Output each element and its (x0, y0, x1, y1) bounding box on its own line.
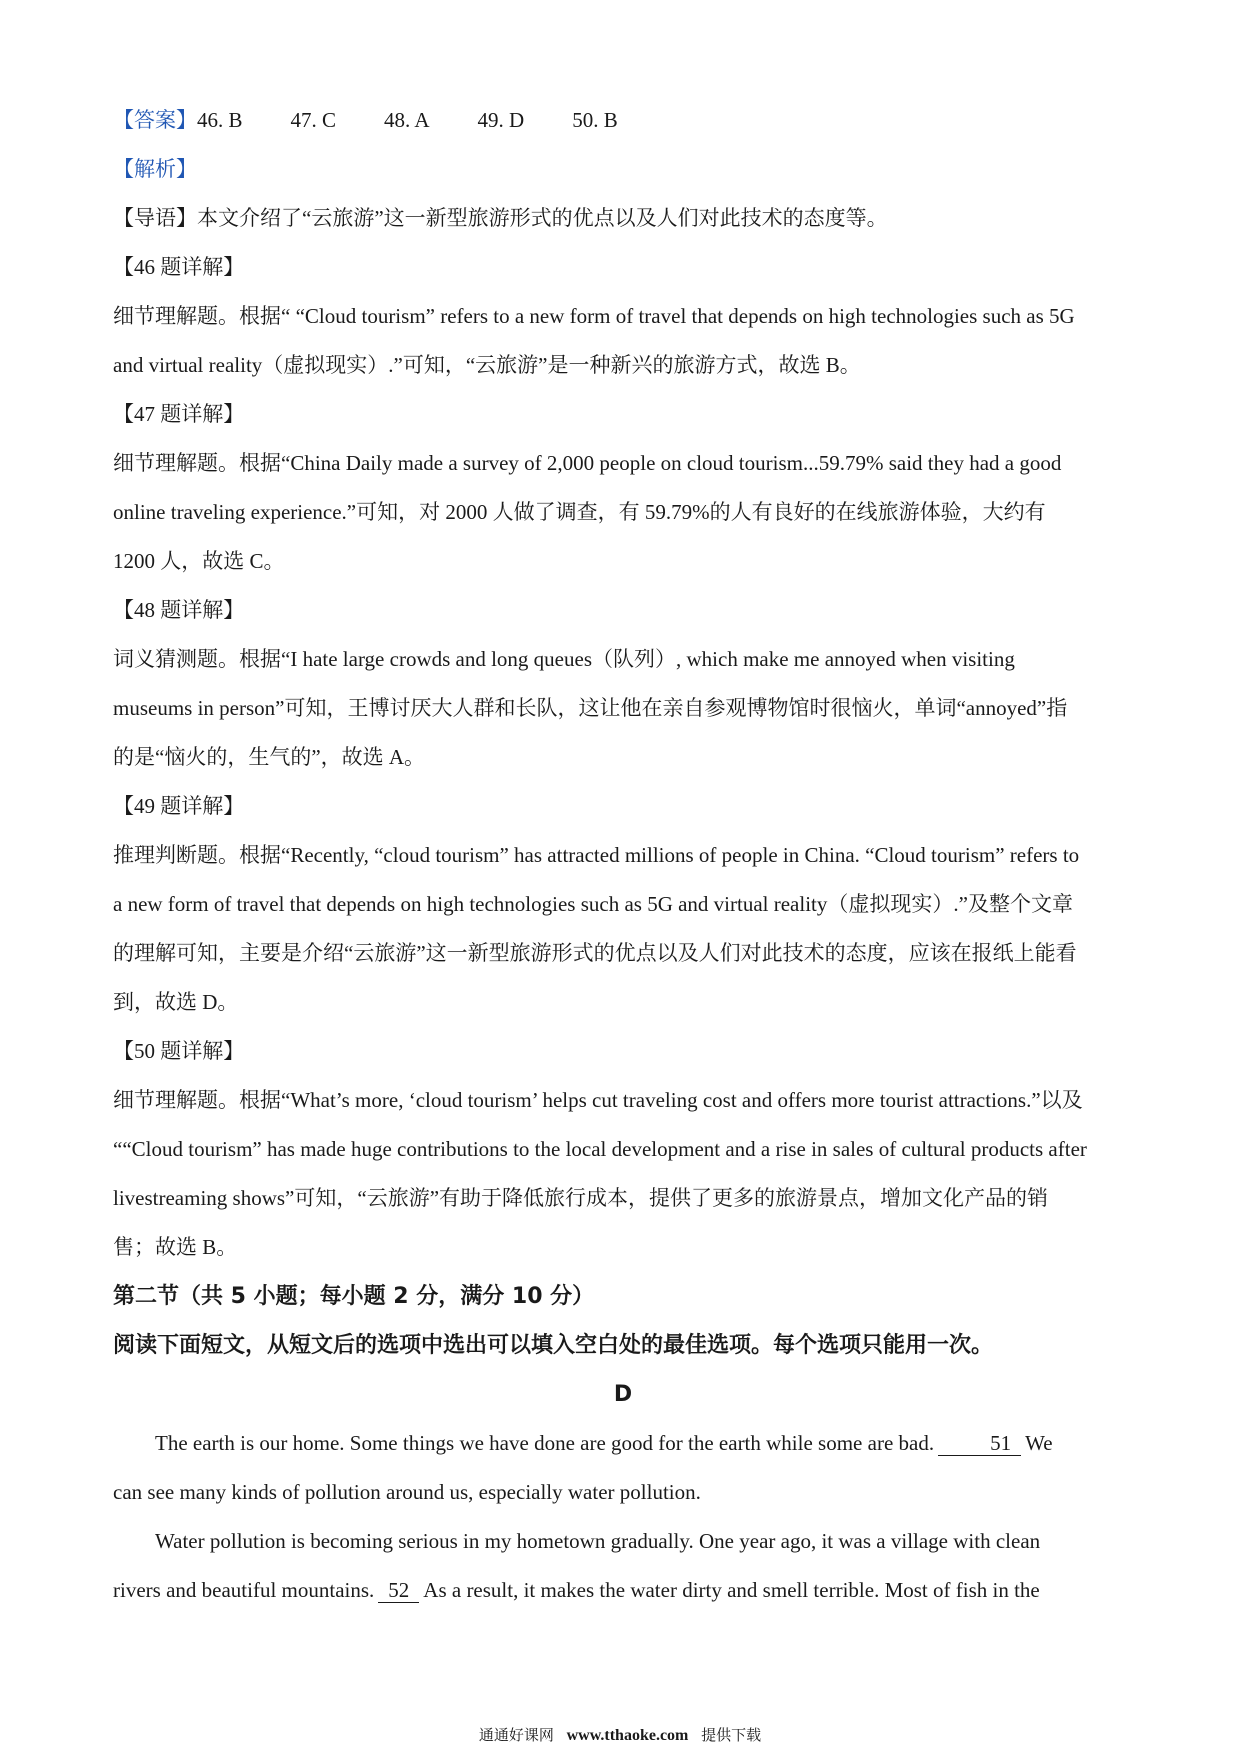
footer-suffix: 提供下载 (701, 1726, 762, 1744)
passage-text: We (1025, 1431, 1053, 1455)
q47-line: online traveling experience.”可知，对 2000 人做了调查，有 59.79%的人有良好的在线旅游体验，大约有 (113, 500, 1046, 524)
q50-line: ““Cloud tourism” has made huge contributions to the local development and a rise in sales of cultural products after (113, 1137, 1087, 1161)
passage-text: rivers and beautiful mountains. (113, 1578, 375, 1602)
footer-url[interactable]: www.tthaoke.com (566, 1727, 689, 1744)
footer-site-name: 通通好课网 (478, 1726, 554, 1744)
answer-item: 49. D (477, 108, 525, 132)
blank-51: 51 (938, 1431, 1021, 1456)
passage-text: can see many kinds of pollution around us, especially water pollution. (113, 1480, 701, 1504)
q48-line: 词义猜测题。根据“I hate large crowds and long queues（队列）, which make me annoyed when visiting (113, 647, 1015, 671)
section-heading: 第二节（共 5 小题；每小题 2 分，满分 10 分） (113, 1284, 595, 1309)
answer-item: 47. C (290, 108, 337, 132)
q47-line: 1200 人，故选 C。 (113, 549, 285, 573)
answer-label: 【答案】 (113, 108, 197, 132)
q50-line: 细节理解题。根据“What’s more, ‘cloud tourism’ helps cut traveling cost and offers more tourist attractions.”以及 (113, 1088, 1083, 1112)
q49-line: a new form of travel that depends on high technologies such as 5G and virtual reality（虚拟现实）.”及整个文章 (113, 892, 1073, 916)
q48-title: 【48 题详解】 (113, 598, 245, 622)
q46-line: and virtual reality（虚拟现实）.”可知，“云旅游”是一种新兴的旅游方式，故选 B。 (113, 353, 861, 377)
q47-title: 【47 题详解】 (113, 402, 245, 426)
passage-paragraph-1 (113, 1419, 1133, 1468)
answer-item: 50. B (572, 108, 618, 132)
q46-title: 【46 题详解】 (113, 255, 245, 279)
q47-line: 细节理解题。根据“China Daily made a survey of 2,000 people on cloud tourism...59.79% said they had a good (113, 451, 1062, 475)
passage-text: As a result, it makes the water dirty and smell terrible. Most of fish in the (423, 1578, 1040, 1602)
q48-line: 的是“恼火的，生气的”，故选 A。 (113, 745, 426, 769)
section-instruction: 阅读下面短文，从短文后的选项中选出可以填入空白处的最佳选项。每个选项只能用一次。 (113, 1333, 994, 1358)
q49-title: 【49 题详解】 (113, 794, 245, 818)
q50-line: 售；故选 B。 (113, 1235, 238, 1259)
q49-line: 到，故选 D。 (113, 990, 239, 1014)
q50-line: livestreaming shows”可知，“云旅游”有助于降低旅行成本，提供了更多的旅游景点，增加文化产品的销 (113, 1186, 1049, 1210)
q46-line: 细节理解题。根据“ “Cloud tourism” refers to a new form of travel that depends on high technologies such as 5G (113, 304, 1075, 328)
answer-item: 48. A (384, 108, 430, 132)
passage-letter: D (613, 1382, 633, 1407)
q50-title: 【50 题详解】 (113, 1039, 245, 1063)
q48-line: museums in person”可知，王博讨厌大人群和长队，这让他在亲自参观博物馆时很恼火，单词“annoyed”指 (113, 696, 1068, 720)
blank-52: 52 (378, 1578, 419, 1603)
page-footer (0, 1724, 1240, 1745)
passage-paragraph-2: Water pollution is becoming serious in my hometown gradually. One year ago, it was a village with clean (155, 1529, 1041, 1553)
answer-item: 46. B (197, 108, 243, 132)
page-content (113, 96, 1133, 1615)
intro-text: 【导语】本文介绍了“云旅游”这一新型旅游形式的优点以及人们对此技术的态度等。 (113, 206, 888, 230)
passage-paragraph-2-cont (113, 1566, 1133, 1615)
analysis-label: 【解析】 (113, 157, 197, 181)
q49-line: 的理解可知，主要是介绍“云旅游”这一新型旅游形式的优点以及人们对此技术的态度，应该在报纸上能看 (113, 941, 1077, 965)
passage-text: The earth is our home. Some things we have done are good for the earth while some are bad. (155, 1431, 935, 1455)
q49-line: 推理判断题。根据“Recently, “cloud tourism” has attracted millions of people in China. “Cloud tourism” refers to (113, 843, 1080, 867)
answer-line (113, 96, 1133, 145)
